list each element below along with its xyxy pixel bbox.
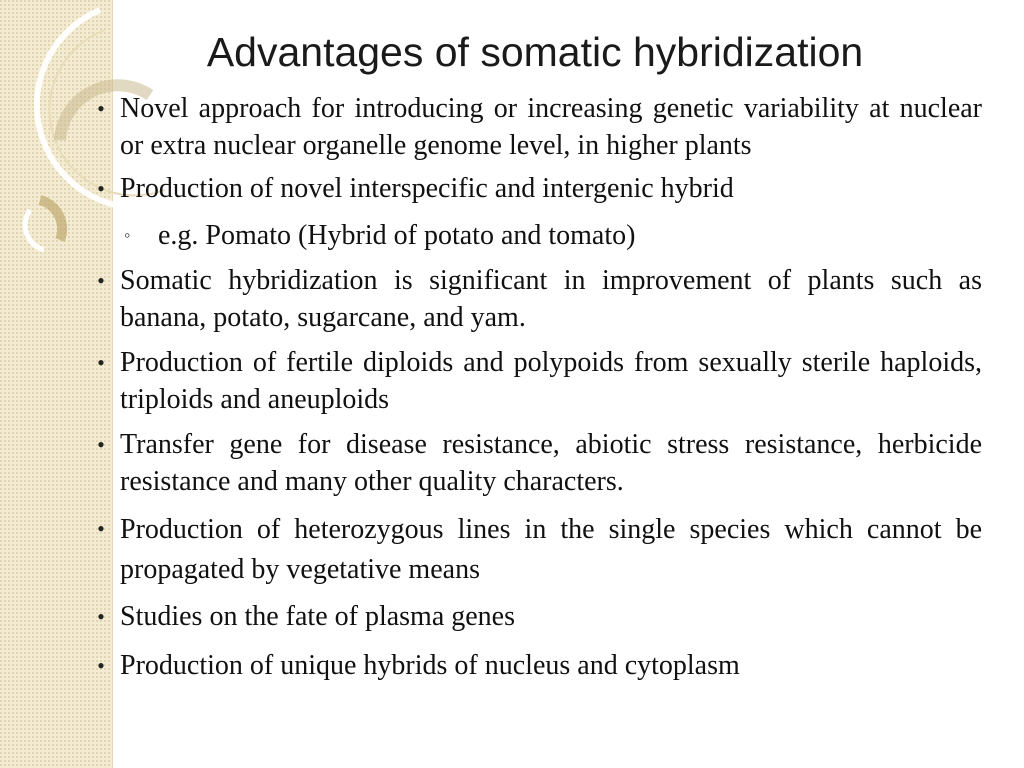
slide-title: Advantages of somatic hybridization [206,29,864,75]
bullet-item [86,90,982,164]
bullet-text: Somatic hybridization is significant in improvement of plants such as banana, potato, sugarcane, and yam. [120,265,982,333]
bullet-text: Production of fertile diploids and polypoids from sexually sterile haploids, triploids and aneuploids [120,347,982,415]
bullet-item [86,510,982,590]
bullet-item [86,170,982,207]
bullet-text: Production of heterozygous lines in the single species which cannot be propagated by vegetative means [120,514,982,585]
bullet-icon: • [97,604,105,629]
bullet-text: Production of unique hybrids of nucleus and cytoplasm [120,650,740,681]
bullet-text: Novel approach for introducing or increasing genetic variability at nuclear or extra nuclear organelle genome level, in higher plants [120,93,982,161]
bullet-item [86,262,982,336]
bullet-icon: • [97,516,105,541]
bullet-icon: • [97,350,105,375]
bullet-icon: • [97,432,105,457]
bullet-icon: • [97,268,105,293]
bullet-icon: • [97,176,105,201]
sub-bullet-text: e.g. Pomato (Hybrid of potato and tomato) [158,220,636,251]
sub-bullet-icon: ◦ [124,225,131,245]
bullet-list [86,90,982,684]
bullet-text: Transfer gene for disease resistance, abiotic stress resistance, herbicide resistance and many other quality characters. [120,429,982,497]
bullet-item [86,426,982,500]
bullet-icon: • [97,653,105,678]
sub-bullet-item [86,217,982,254]
bullet-text: Studies on the fate of plasma genes [120,601,516,632]
bullet-item [86,344,982,418]
bullet-item [86,598,982,635]
bullet-text: Production of novel interspecific and intergenic hybrid [120,173,734,204]
bullet-item [86,647,982,684]
bullet-icon: • [97,96,105,121]
